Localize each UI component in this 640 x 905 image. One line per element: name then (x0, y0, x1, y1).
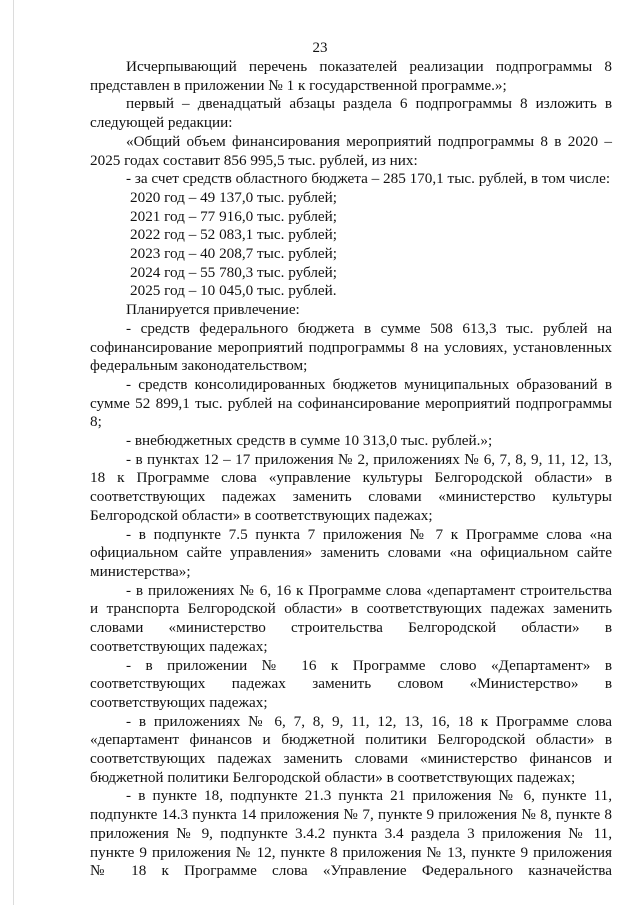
year-line-2021: 2021 год – 77 916,0 тыс. рублей; (130, 207, 338, 225)
paragraph-planned: Планируется привлечение: (126, 301, 300, 319)
year-line-2024: 2024 год – 55 780,3 тыс. рублей; (130, 263, 338, 281)
document-body (90, 58, 612, 881)
paragraph-4: - за счет средств областного бюджета – 285 170,1 тыс. рублей, в том числе: (126, 170, 611, 188)
paragraph-finance: - в приложениях № 6, 7, 8, 9, 11, 12, 13, 16, 18 к Программе слова «департамент финансов и бюджетной политики Белгородской области» в соответствующих падежах заменить словами «министерство финансов и бюджетной политики Белгородской области» в соответствующих падежах; (90, 712, 612, 786)
paragraph-municipal: - средств консолидированных бюджетов муниципальных образований в сумме 52 899,1 тыс. рублей на софинансирование мероприятий подпрограммы 8; (90, 375, 612, 431)
page-number: 23 (312, 40, 328, 56)
paragraph-extrabudget: - внебюджетных средств в сумме 10 313,0 тыс. рублей.»; (126, 432, 493, 450)
year-line-2023: 2023 год – 40 208,7 тыс. рублей; (130, 245, 338, 263)
scan-edge-line (13, 0, 14, 905)
year-line-2022: 2022 год – 52 083,1 тыс. рублей; (130, 226, 338, 244)
paragraph-culture: - в пунктах 12 – 17 приложения № 2, приложениях № 6, 7, 8, 9, 11, 12, 13, 18 к Программе слова «управление культуры Белгородской области» в соответствующих падежах заменить словами «министерство культуры Белгородской области» в соответствующих падежах; (90, 450, 612, 524)
paragraph-2: первый – двенадцатый абзацы раздела 6 подпрограммы 8 изложить в следующей редакции: (90, 95, 612, 132)
year-line-2025: 2025 год – 10 045,0 тыс. рублей. (130, 282, 337, 300)
paragraph-department: - в приложении № 16 к Программе слово «Департамент» в соответствующих падежах заменить словом «Министерство» в соответствующих падежах; (90, 656, 612, 711)
paragraph-construction: - в приложениях № 6, 16 к Программе слова «департамент строительства и транспорта Белгородской области» в соответствующих падежах заменить словами «министерство строительства Белгородской области» в соответствующих падежах; (90, 581, 612, 655)
paragraph-treasury: - в пункте 18, подпункте 21.3 пункта 21 приложения № 6, пункте 11, подпункте 14.3 пункта 14 приложения № 7, пункте 9 приложения № 8, пункте 8 приложения № 9, подпункте 3.4.2 пункта 3.4 раздела 3 приложения № 11, пункте 9 приложения № 12, пункте 8 приложения № 13, пункте 9 приложения № 18 к Программе слова «Управление Федерального казначейства (90, 787, 612, 880)
paragraph-website: - в подпункте 7.5 пункта 7 приложения № 7 к Программе слова «на официальном сайте управления» заменить словами «на официальном сайте министерства»; (90, 525, 612, 580)
year-line-2020: 2020 год – 49 137,0 тыс. рублей; (130, 188, 338, 206)
paragraph-3: «Общий объем финансирования мероприятий подпрограммы 8 в 2020 – 2025 годах составит 856 995,5 тыс. рублей, из них: (90, 132, 612, 169)
paragraph-federal: - средств федерального бюджета в сумме 508 613,3 тыс. рублей на софинансирование мероприятий подпрограммы 8 на условиях, установленных федеральным законодательством; (90, 319, 612, 375)
paragraph-1: Исчерпывающий перечень показателей реализации подпрограммы 8 представлен в приложении № 1 к государственной программе.»; (90, 58, 612, 94)
